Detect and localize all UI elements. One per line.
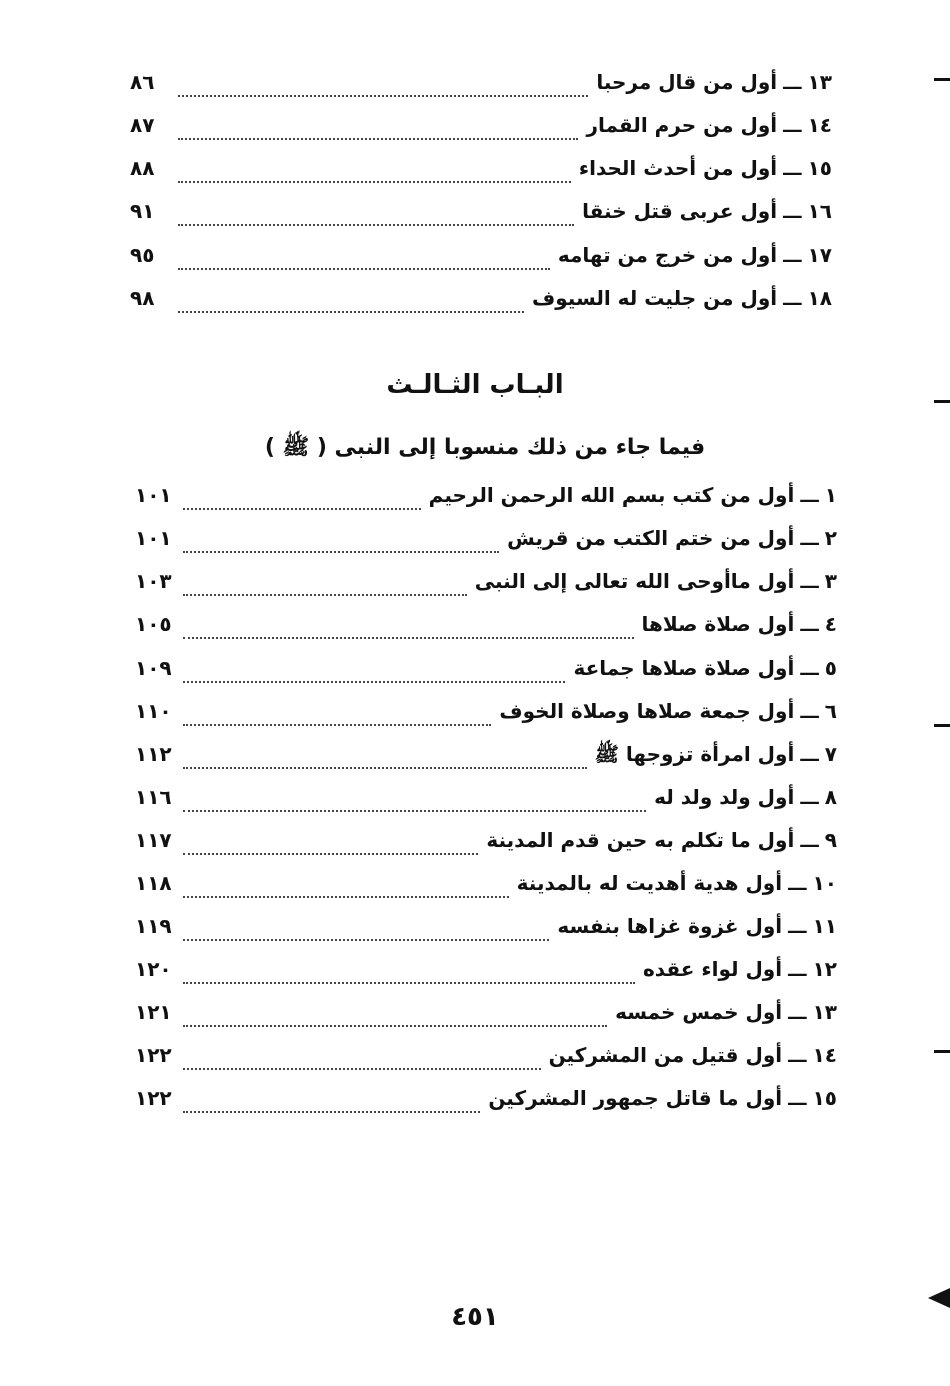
entry-dash: ـــ xyxy=(800,529,819,550)
page-number: ٤٥١ xyxy=(451,1302,499,1332)
entry-title: أول صلاة صلاها جماعة xyxy=(573,656,795,680)
entry-page: ١١٦ xyxy=(135,785,172,809)
dot-leader xyxy=(178,138,578,140)
margin-mark xyxy=(934,1050,950,1053)
entry-page: ٩٥ xyxy=(130,243,155,267)
margin-mark xyxy=(934,724,950,727)
entry-page: ١١٧ xyxy=(135,828,172,852)
dot-leader xyxy=(183,1068,541,1070)
entry-number: ١٥ xyxy=(812,1086,837,1110)
chapter-subtitle: فيما جاء من ذلك منسوبا إلى النبى ( ﷺ ) xyxy=(264,435,706,460)
dot-leader xyxy=(183,982,635,984)
entry-number: ١٣ xyxy=(807,70,832,94)
chapter-heading: البـاب الثـالـث xyxy=(386,370,564,400)
entry-page: ٩١ xyxy=(130,199,155,223)
entry-title: أول ولد ولد له xyxy=(654,785,795,809)
entry-dash: ـــ xyxy=(788,1089,807,1110)
entry-page: ٨٨ xyxy=(130,156,155,180)
dot-leader xyxy=(183,767,587,769)
entry-dash: ـــ xyxy=(783,116,802,137)
entry-number: ١٤ xyxy=(807,113,832,137)
toc-entry xyxy=(135,742,837,778)
entry-page: ١٢١ xyxy=(135,1000,172,1024)
entry-dash: ـــ xyxy=(788,1046,807,1067)
margin-mark xyxy=(934,78,950,81)
entry-page: ١٠٩ xyxy=(135,656,172,680)
entry-page: ١٢٠ xyxy=(135,957,172,981)
dot-leader xyxy=(183,1025,607,1027)
dot-leader xyxy=(183,939,549,941)
toc-entry xyxy=(135,957,837,993)
dot-leader xyxy=(183,896,509,898)
entry-page: ١٠١ xyxy=(135,526,172,550)
entry-dash: ـــ xyxy=(800,659,819,680)
dot-leader xyxy=(183,1111,480,1113)
entry-dash: ـــ xyxy=(800,572,819,593)
entry-dash: ـــ xyxy=(783,73,802,94)
entry-title: أول من حرم القمار xyxy=(586,113,778,137)
toc-entry xyxy=(135,526,837,562)
toc-entry xyxy=(135,612,837,648)
entry-title: أول من جليت له السيوف xyxy=(532,286,778,310)
toc-entry xyxy=(135,483,837,519)
entry-title: أول من أحدث الحداء xyxy=(578,156,778,180)
entry-title: أول من كتب بسم الله الرحمن الرحيم xyxy=(428,483,795,507)
entry-dash: ـــ xyxy=(788,1003,807,1024)
toc-entry xyxy=(135,1086,837,1122)
dot-leader xyxy=(183,810,646,812)
entry-number: ٨ xyxy=(824,785,837,809)
dot-leader xyxy=(183,551,499,553)
dot-leader xyxy=(183,681,565,683)
entry-number: ١٠ xyxy=(812,871,837,895)
entry-title: أول جمعة صلاها وصلاة الخوف xyxy=(499,699,795,723)
entry-page: ١٢٢ xyxy=(135,1043,172,1067)
toc-entry xyxy=(135,656,837,692)
entry-dash: ـــ xyxy=(800,745,819,766)
entry-number: ٩ xyxy=(824,828,837,852)
dot-leader xyxy=(183,637,634,639)
entry-title: أول لواء عقده xyxy=(642,957,783,981)
dot-leader xyxy=(178,95,588,97)
entry-title: أول ما قاتل جمهور المشركين xyxy=(488,1086,783,1110)
entry-page: ١٠٥ xyxy=(135,612,172,636)
dot-leader xyxy=(183,508,421,510)
entry-dash: ـــ xyxy=(783,246,802,267)
entry-number: ١ xyxy=(824,483,837,507)
entry-dash: ـــ xyxy=(800,615,819,636)
entry-dash: ـــ xyxy=(788,917,807,938)
entry-title: أول امرأة تزوجها ﷺ xyxy=(594,742,795,766)
entry-title: أول عربى قتل خنقا xyxy=(582,199,778,223)
entry-number: ٥ xyxy=(824,656,837,680)
toc-entry xyxy=(130,156,832,192)
dot-leader xyxy=(183,724,491,726)
entry-number: ٦ xyxy=(824,699,837,723)
entry-title: أول قتيل من المشركين xyxy=(548,1043,783,1067)
entry-title: أول صلاة صلاها xyxy=(641,612,795,636)
entry-dash: ـــ xyxy=(788,960,807,981)
entry-title: أول ماأوحى الله تعالى إلى النبى xyxy=(474,569,795,593)
entry-page: ١٠٣ xyxy=(135,569,172,593)
entry-dash: ـــ xyxy=(800,788,819,809)
entry-title: أول من ختم الكتب من قريش xyxy=(507,526,795,550)
entry-number: ٣ xyxy=(824,569,837,593)
entry-number: ١٢ xyxy=(812,957,837,981)
entry-title: أول من قال مرحبا xyxy=(596,70,778,94)
toc-entry xyxy=(135,828,837,864)
margin-mark xyxy=(928,1288,950,1308)
toc-entry xyxy=(135,1043,837,1079)
dot-leader xyxy=(183,853,478,855)
entry-dash: ـــ xyxy=(783,159,802,180)
entry-dash: ـــ xyxy=(788,874,807,895)
entry-dash: ـــ xyxy=(783,202,802,223)
entry-number: ١٧ xyxy=(807,243,832,267)
entry-page: ٨٧ xyxy=(130,113,155,137)
toc-entry xyxy=(135,914,837,950)
entry-title: أول غزوة غزاها بنفسه xyxy=(557,914,783,938)
entry-title: أول خمس خمسه xyxy=(615,1000,783,1024)
toc-entry xyxy=(130,113,832,149)
dot-leader xyxy=(178,224,574,226)
entry-number: ٢ xyxy=(824,526,837,550)
dot-leader xyxy=(178,268,550,270)
entry-number: ١٦ xyxy=(807,199,832,223)
dot-leader xyxy=(183,594,467,596)
entry-title: أول ما تكلم به حين قدم المدينة xyxy=(486,828,795,852)
toc-entry xyxy=(135,785,837,821)
entry-page: ١١٠ xyxy=(135,699,172,723)
entry-dash: ـــ xyxy=(800,831,819,852)
dot-leader xyxy=(178,181,571,183)
toc-entry xyxy=(135,699,837,735)
entry-number: ١٨ xyxy=(807,286,832,310)
entry-dash: ـــ xyxy=(800,486,819,507)
entry-number: ٤ xyxy=(824,612,837,636)
entry-page: ١١٨ xyxy=(135,871,172,895)
dot-leader xyxy=(178,311,524,313)
entry-page: ١١٩ xyxy=(135,914,172,938)
entry-page: ١٢٢ xyxy=(135,1086,172,1110)
entry-number: ٧ xyxy=(824,742,837,766)
entry-page: ٩٨ xyxy=(130,286,155,310)
entry-dash: ـــ xyxy=(783,289,802,310)
entry-number: ١١ xyxy=(812,914,837,938)
toc-entry xyxy=(135,1000,837,1036)
entry-number: ١٣ xyxy=(812,1000,837,1024)
toc-entry xyxy=(135,871,837,907)
entry-page: ١١٢ xyxy=(135,742,172,766)
entry-page: ٨٦ xyxy=(130,70,155,94)
entry-number: ١٤ xyxy=(812,1043,837,1067)
entry-title: أول هدية أهديت له بالمدينة xyxy=(516,871,783,895)
entry-title: أول من خرج من تهامه xyxy=(557,243,778,267)
entry-dash: ـــ xyxy=(800,702,819,723)
toc-entry xyxy=(130,286,832,322)
toc-entry xyxy=(135,569,837,605)
entry-page: ١٠١ xyxy=(135,483,172,507)
toc-entry xyxy=(130,243,832,279)
toc-entry xyxy=(130,70,832,106)
entry-number: ١٥ xyxy=(807,156,832,180)
toc-entry xyxy=(130,199,832,235)
margin-mark xyxy=(934,400,950,403)
